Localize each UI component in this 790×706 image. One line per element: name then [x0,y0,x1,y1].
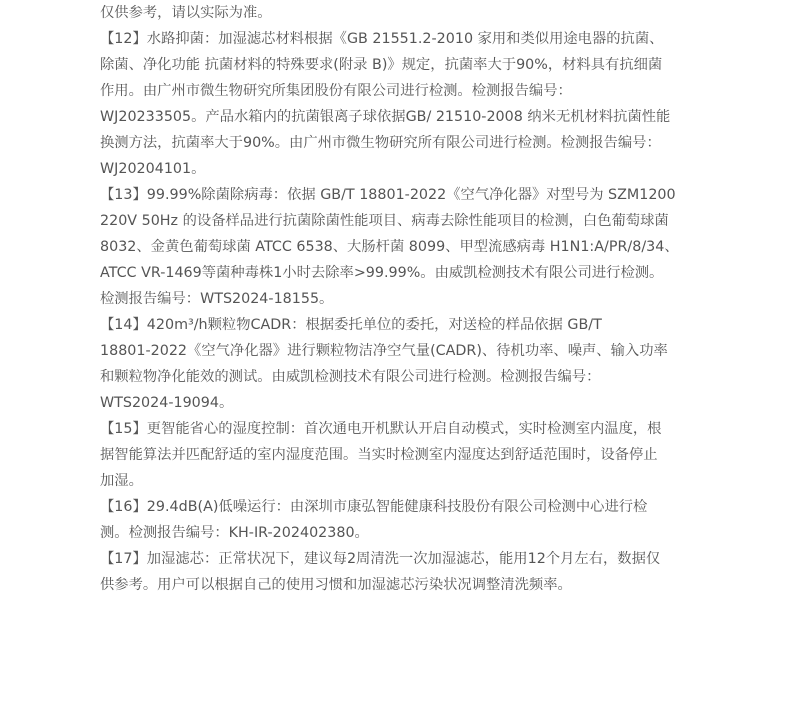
text-line: 和颗粒物净化能效的测试。由威凯检测技术有限公司进行检测。检测报告编号： [100,369,601,385]
text-line: WJ20204101。 [100,161,206,177]
text-line: 检测报告编号：WTS2024-18155。 [100,291,334,307]
text-line: WJ20233505。产品水箱内的抗菌银离子球依据GB/ 21510-2008 纳米无机材料抗菌性能 [100,109,671,125]
text-line: 【16】29.4dB(A)低噪运行：由深圳市康弘智能健康科技股份有限公司检测中心进行检 [100,499,648,515]
text-line: 【12】水路抑菌：加湿滤芯材料根据《GB 21551.2-2010 家用和类似用途电器的抗菌、 [100,31,664,47]
text-line: 供参考。用户可以根据自己的使用习惯和加湿滤芯污染状况调整清洗频率。 [100,577,572,593]
text-line: 【13】99.99%除菌除病毒：依据 GB/T 18801-2022《空气净化器》对型号为 SZM1200 [100,187,676,203]
text-line: 【17】加湿滤芯：正常状况下，建议每2周清洗一次加湿滤芯，能用12个月左右，数据仅 [100,551,661,567]
text-line: ATCC VR-1469等菌种毒株1小时去除率>99.99%。由威凯检测技术有限公司进行检测。 [100,265,664,281]
text-line: 作用。由广州市微生物研究所集团股份有限公司进行检测。检测报告编号： [100,83,572,99]
text-line: 测。检测报告编号：KH-IR-202402380。 [100,525,369,541]
text-line: 【15】更智能省心的湿度控制：首次通电开机默认开启自动模式，实时检测室内温度，根 [100,421,662,437]
text-line: 18801-2022《空气净化器》进行颗粒物洁净空气量(CADR)、待机功率、噪声、输入功率 [100,343,668,359]
text-line: 仅供参考，请以实际为准。 [100,5,272,21]
text-line: 除菌、净化功能 抗菌材料的特殊要求(附录 B)》规定，抗菌率大于90%，材料具有抗细菌 [100,57,663,73]
footnotes-text [100,0,692,598]
text-line: 220V 50Hz 的设备样品进行抗菌除菌性能项目、病毒去除性能项目的检测，白色葡萄球菌 [100,213,669,229]
text-line: WTS2024-19094。 [100,395,234,411]
text-line: 加湿。 [100,473,143,489]
text-line: 8032、金黄色葡萄球菌 ATCC 6538、大肠杆菌 8099、甲型流感病毒 H1N1:A/PR/8/34、 [100,239,679,255]
text-line: 【14】420m³/h颗粒物CADR：根据委托单位的委托，对送检的样品依据 GB/T [100,317,602,333]
text-line: 据智能算法并匹配舒适的室内湿度范围。当实时检测室内湿度达到舒适范围时，设备停止 [100,447,658,463]
text-line: 换测方法，抗菌率大于90%。由广州市微生物研究所有限公司进行检测。检测报告编号： [100,135,661,151]
